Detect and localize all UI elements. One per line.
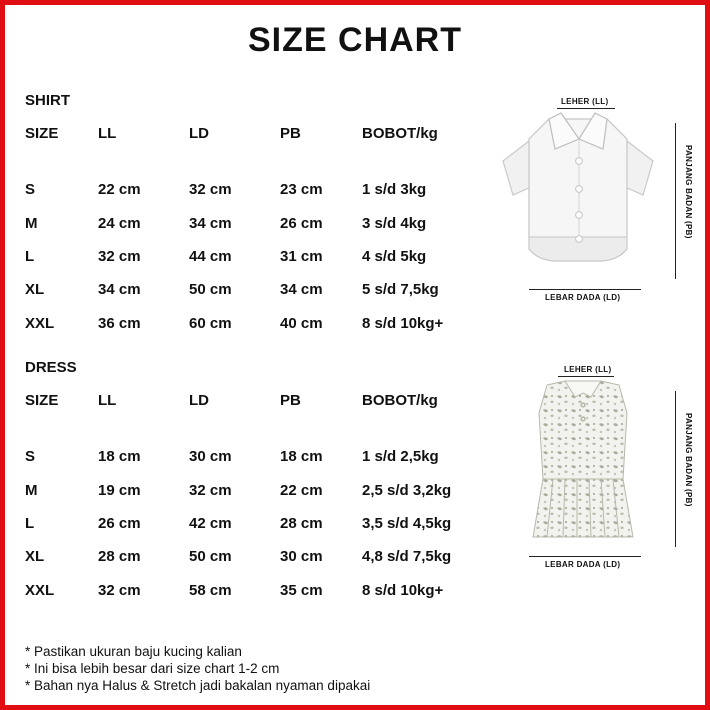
ll-cell: 24 cm	[98, 214, 141, 232]
pb-cell: 31 cm	[280, 247, 323, 265]
table-row	[25, 440, 492, 473]
table-row	[25, 240, 492, 273]
size-cell: S	[25, 448, 36, 466]
size-cell: XXL	[25, 314, 55, 332]
header-pb: PB	[280, 125, 301, 142]
dress-image	[513, 379, 653, 551]
table-row	[25, 507, 492, 540]
dress-chest-label: LEBAR DADA (LD)	[545, 560, 621, 569]
table-header-row	[25, 115, 492, 173]
page-title: SIZE CHART	[248, 21, 462, 59]
shirt-image	[499, 109, 659, 279]
ld-cell: 42 cm	[189, 514, 232, 532]
dress-chest-line	[529, 556, 641, 557]
ld-cell: 34 cm	[189, 214, 232, 232]
header-pb: PB	[280, 392, 301, 409]
pb-cell: 23 cm	[280, 181, 323, 199]
ll-cell: 36 cm	[98, 314, 141, 332]
bobot-cell: 1 s/d 3kg	[362, 181, 427, 199]
table-header-row	[25, 382, 492, 440]
bobot-cell: 8 s/d 10kg+	[362, 314, 444, 332]
size-cell: L	[25, 514, 35, 532]
size-cell: M	[25, 214, 38, 232]
header-bobot: BOBOT/kg	[362, 125, 438, 142]
header-size: SIZE	[25, 392, 59, 409]
ll-cell: 18 cm	[98, 448, 141, 466]
ll-cell: 26 cm	[98, 514, 141, 532]
ld-cell: 32 cm	[189, 181, 232, 199]
dress-neck-label: LEHER (LL)	[564, 365, 612, 374]
dress-neck-line	[558, 376, 614, 377]
shirt-size-table	[25, 115, 492, 340]
note-line: * Ini bisa lebih besar dari size chart 1-2 cm	[25, 661, 280, 676]
pb-cell: 28 cm	[280, 514, 323, 532]
shirt-chest-line	[529, 289, 641, 290]
pb-cell: 40 cm	[280, 314, 323, 332]
ld-cell: 44 cm	[189, 247, 232, 265]
note-line: * Bahan nya Halus & Stretch jadi bakalan nyaman dipakai	[25, 678, 371, 693]
ld-cell: 60 cm	[189, 314, 232, 332]
ld-cell: 30 cm	[189, 448, 232, 466]
note-line: * Pastikan ukuran baju kucing kalian	[25, 644, 242, 659]
ll-cell: 32 cm	[98, 247, 141, 265]
notes	[25, 643, 370, 694]
size-cell: XL	[25, 281, 45, 299]
table-row	[25, 273, 492, 306]
bobot-cell: 2,5 s/d 3,2kg	[362, 481, 452, 499]
bobot-cell: 8 s/d 10kg+	[362, 581, 444, 599]
table-row	[25, 206, 492, 239]
pb-cell: 22 cm	[280, 481, 323, 499]
size-cell: S	[25, 181, 36, 199]
ll-cell: 19 cm	[98, 481, 141, 499]
dress-section-label: DRESS	[25, 359, 77, 376]
size-cell: XL	[25, 548, 45, 566]
shirt-length-line	[675, 123, 676, 279]
header-bobot: BOBOT/kg	[362, 392, 438, 409]
bobot-cell: 1 s/d 2,5kg	[362, 448, 439, 466]
bobot-cell: 3,5 s/d 4,5kg	[362, 514, 452, 532]
pb-cell: 18 cm	[280, 448, 323, 466]
table-row	[25, 574, 492, 607]
ll-cell: 34 cm	[98, 281, 141, 299]
bobot-cell: 4 s/d 5kg	[362, 247, 427, 265]
header-ll: LL	[98, 125, 117, 142]
pb-cell: 35 cm	[280, 581, 323, 599]
dress-length-label: PANJANG BADAN (PB)	[684, 413, 693, 507]
pb-cell: 30 cm	[280, 548, 323, 566]
header-ll: LL	[98, 392, 117, 409]
ll-cell: 22 cm	[98, 181, 141, 199]
table-row	[25, 307, 492, 340]
ld-cell: 32 cm	[189, 481, 232, 499]
pb-cell: 34 cm	[280, 281, 323, 299]
size-cell: L	[25, 247, 35, 265]
shirt-neck-label: LEHER (LL)	[561, 97, 609, 106]
ld-cell: 50 cm	[189, 548, 232, 566]
bobot-cell: 5 s/d 7,5kg	[362, 281, 439, 299]
size-cell: M	[25, 481, 38, 499]
dress-length-line	[675, 391, 676, 547]
bobot-cell: 3 s/d 4kg	[362, 214, 427, 232]
header-ld: LD	[189, 392, 209, 409]
header-size: SIZE	[25, 125, 59, 142]
ld-cell: 50 cm	[189, 281, 232, 299]
table-row	[25, 473, 492, 506]
header-ld: LD	[189, 125, 209, 142]
dress-size-table	[25, 382, 492, 607]
size-cell: XXL	[25, 581, 55, 599]
ld-cell: 58 cm	[189, 581, 232, 599]
shirt-length-label: PANJANG BADAN (PB)	[684, 145, 693, 239]
ll-cell: 32 cm	[98, 581, 141, 599]
table-row	[25, 540, 492, 573]
bobot-cell: 4,8 s/d 7,5kg	[362, 548, 452, 566]
table-row	[25, 173, 492, 206]
pb-cell: 26 cm	[280, 214, 323, 232]
shirt-section-label: SHIRT	[25, 92, 70, 109]
ll-cell: 28 cm	[98, 548, 141, 566]
shirt-chest-label: LEBAR DADA (LD)	[545, 293, 621, 302]
